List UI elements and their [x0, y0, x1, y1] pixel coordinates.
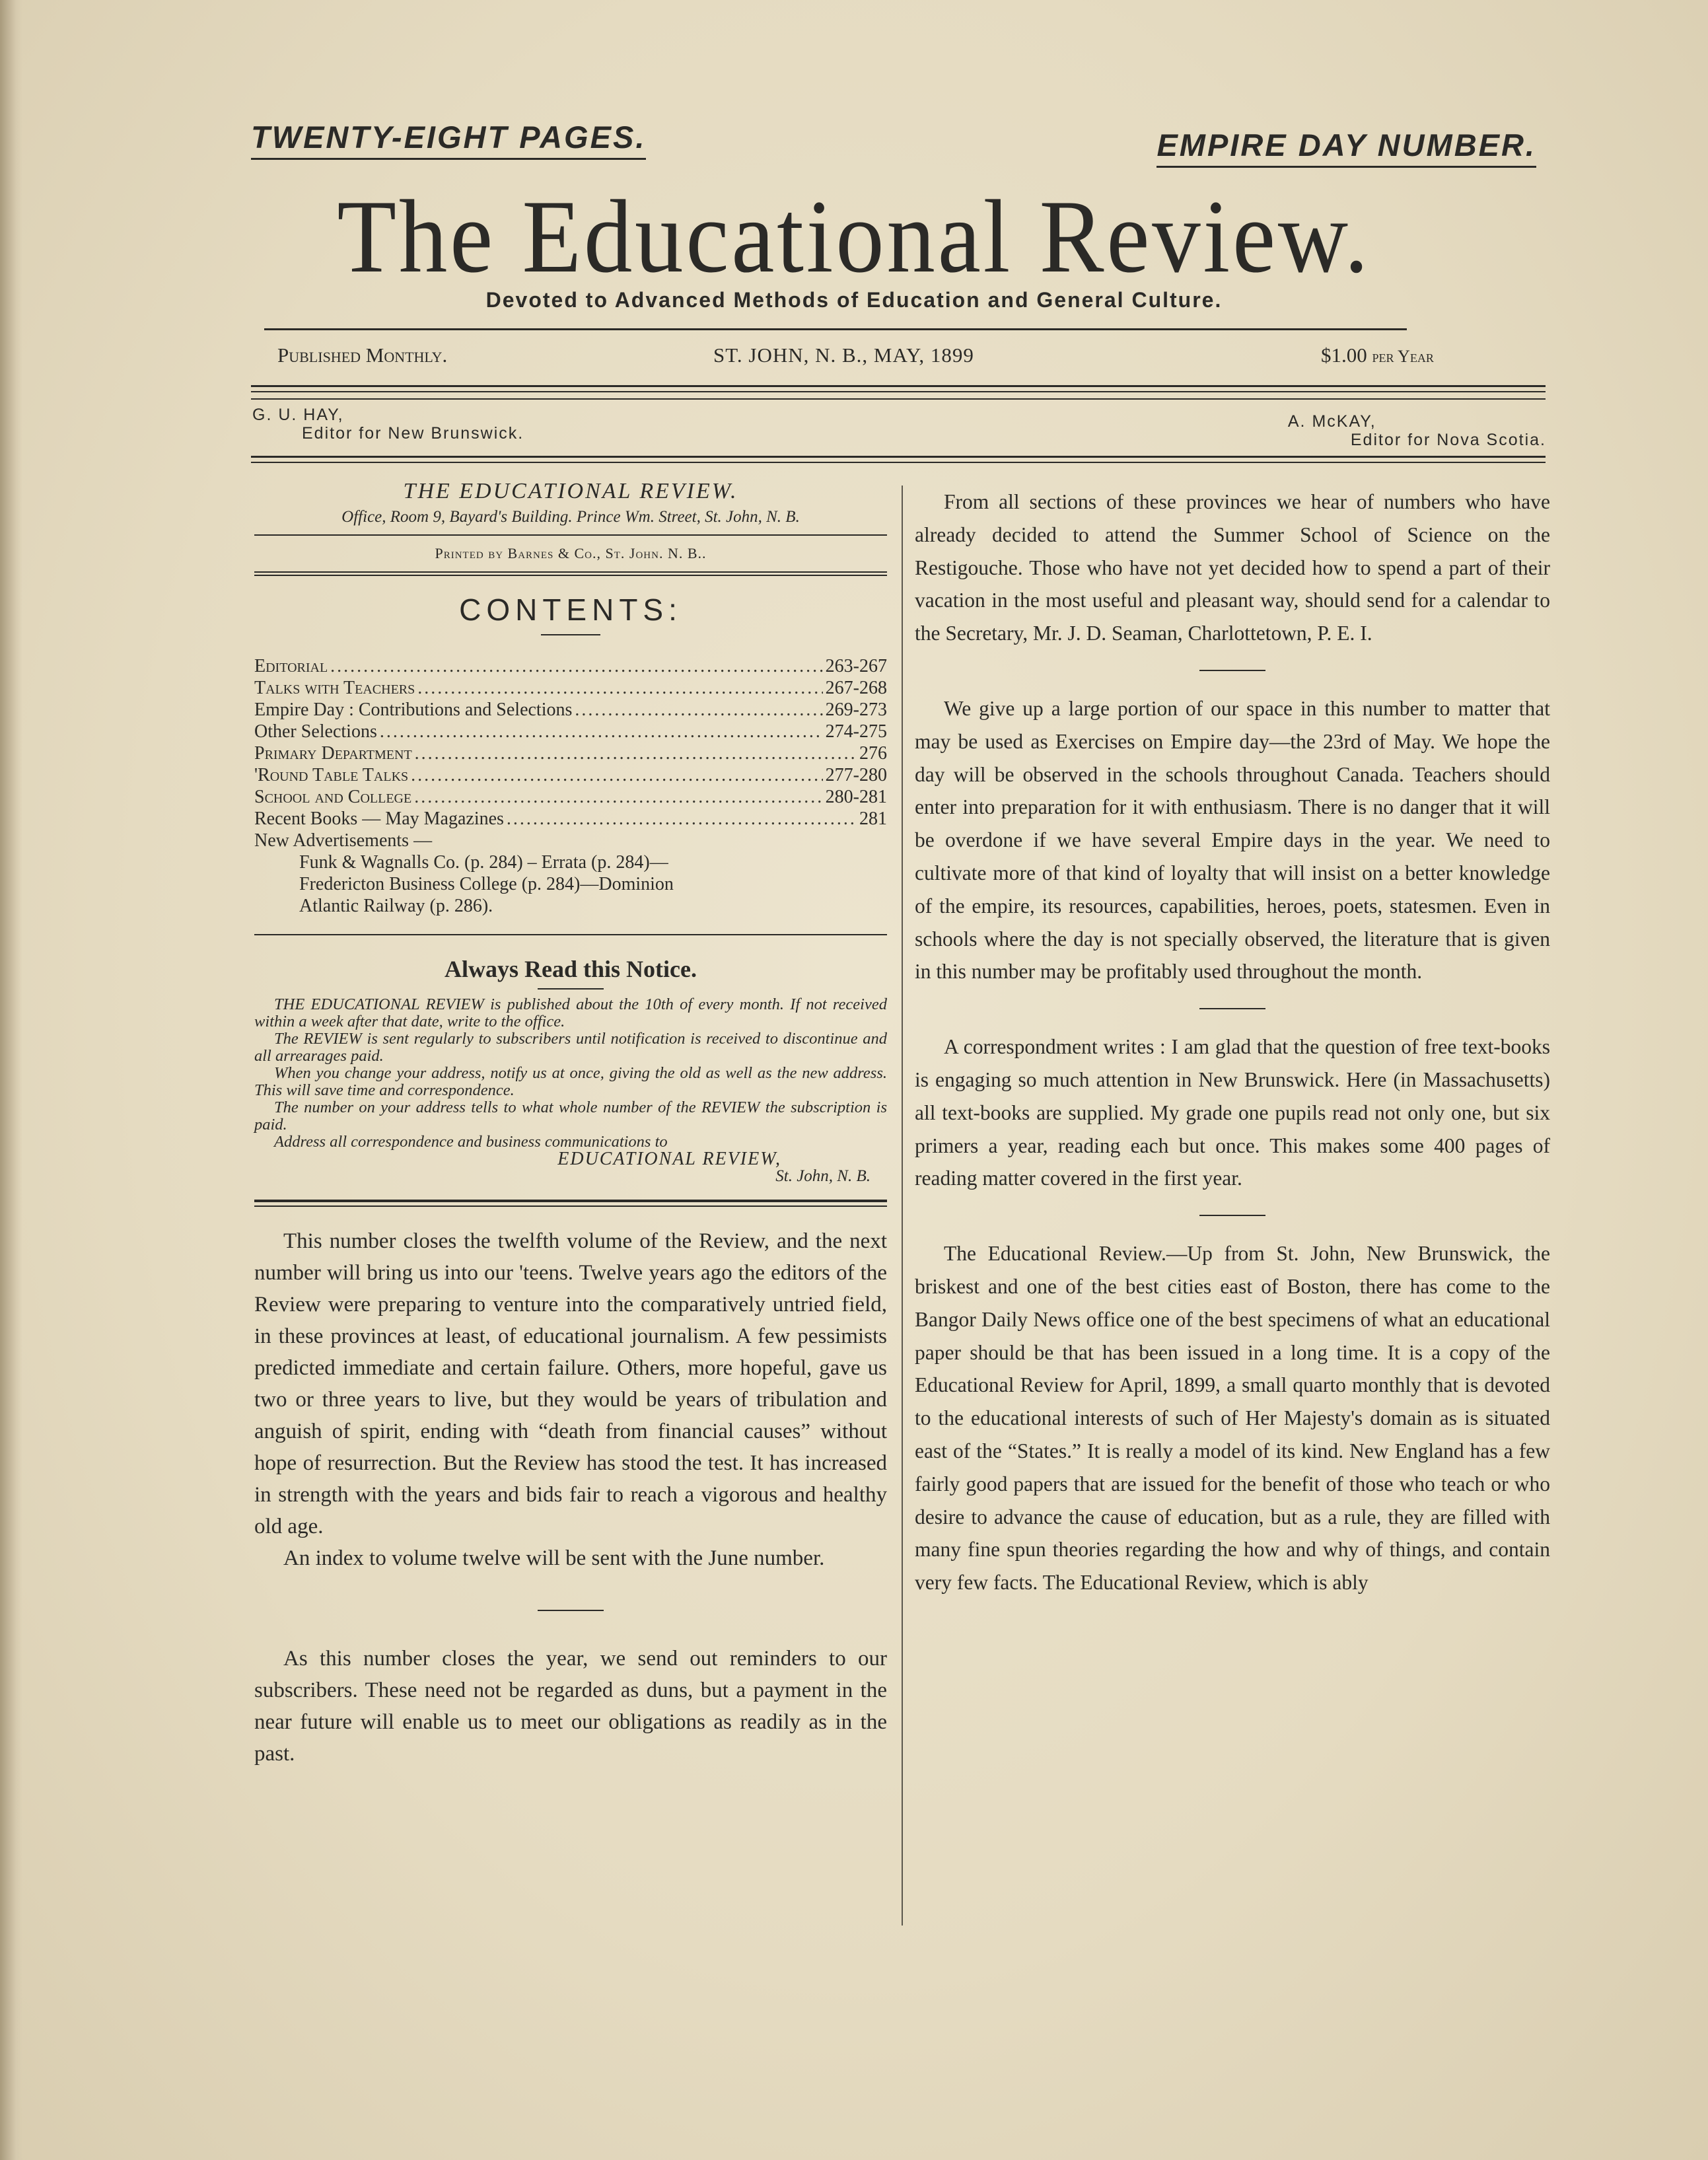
notice-end-rule-thick	[254, 1200, 887, 1202]
toc-dots	[507, 808, 857, 830]
contents-rule	[541, 634, 600, 635]
left-articles	[254, 1225, 887, 1770]
toc-dots	[414, 786, 822, 808]
notice-end-rule-thin	[254, 1206, 887, 1207]
page-spine	[0, 0, 22, 2160]
toc-row	[254, 786, 887, 808]
article-paragraph: An index to volume twelve will be sent with the June number.	[283, 1546, 825, 1570]
contents-list	[254, 655, 887, 917]
notice-address-name: EDUCATIONAL REVIEW,	[557, 1149, 781, 1169]
notice-paragraph: The REVIEW is sent regularly to subscribers until notification is received to discontinue and all arrearages paid.	[254, 1030, 887, 1065]
article-paragraph: As this number closes the year, we send out reminders to our subscribers. These need not be regarded as duns, but a payment in the near future will enable us to meet our obligations as readily as in the past.	[254, 1647, 887, 1766]
toc-dots	[380, 721, 823, 742]
toc-row	[254, 655, 887, 677]
toc-pages: 277-280	[825, 765, 887, 785]
toc-dots	[411, 764, 823, 786]
published-label: Published Monthly.	[277, 343, 448, 367]
price	[1321, 343, 1434, 367]
price-value: $1.00	[1321, 343, 1367, 367]
toc-pages: 281	[859, 809, 887, 829]
toc-dots	[575, 699, 822, 721]
toc-label: Editorial	[254, 656, 328, 676]
rule-3	[251, 398, 1546, 400]
toc-row	[254, 742, 887, 764]
new-ads-line: Fredericton Business College (p. 284)—Dominion	[299, 874, 674, 894]
pages-label: TWENTY-EIGHT PAGES.	[251, 119, 646, 160]
editor-left	[252, 406, 524, 443]
toc-pages: 274-275	[825, 721, 887, 742]
rule-5	[251, 462, 1546, 463]
notice-body	[254, 996, 887, 1185]
article-paragraph: From all sections of these provinces we hear of numbers who have already decided to attend the Summer School of Science on the Restigouche. Those who have not yet decided how to spend a part of their vacation in the most useful and pleasant way, should send for a calendar to the Secretary, Mr. J. D. Seaman, Charlottetown, P. E. I.	[915, 490, 1550, 645]
rule-1	[251, 385, 1546, 387]
contents-heading: CONTENTS:	[459, 593, 682, 627]
masthead-title: The Educational Review.	[337, 179, 1371, 295]
toc-row	[254, 699, 887, 721]
motto: Devoted to Advanced Methods of Education and General Culture.	[485, 288, 1223, 312]
toc-row	[254, 808, 887, 830]
right-column	[915, 486, 1550, 1599]
toc-label: School and College	[254, 787, 412, 807]
article-separator	[1199, 1215, 1265, 1216]
editor-right-role: Editor for Nova Scotia.	[1350, 431, 1546, 449]
toc-pages: 280-281	[825, 787, 887, 807]
editor-right	[1288, 412, 1546, 449]
toc-row	[254, 721, 887, 742]
toc-label: 'Round Table Talks	[254, 765, 409, 785]
article-separator	[1199, 1008, 1265, 1009]
toc-pages: 269-273	[825, 700, 887, 720]
rule-2	[251, 391, 1546, 392]
column-divider	[902, 486, 903, 1926]
publication-row	[277, 343, 1519, 377]
notice-paragraph: THE EDUCATIONAL REVIEW is published about the 10th of every month. If not received within a week after that date, write to the office.	[254, 995, 887, 1030]
place-date: ST. JOHN, N. B., MAY, 1899	[713, 343, 974, 367]
notice-paragraph: The number on your address tells to what whole number of the REVIEW the subscription is paid.	[254, 1098, 887, 1134]
article-paragraph: The Educational Review.—Up from St. John, New Brunswick, the briskest and one of the best cities east of Boston, there has come to the Bangor Daily News office one of the best specimens of what an educational paper should be that has been issued in a long time. It is a copy of the Educational Review for April, 1899, a small quarto monthly that is devoted to the educational interests of such of Her Majesty's domain as is situated east of the “States.” It is really a model of its kind. New England has a few fairly good papers that are issued for the benefit of those who teach or who desire to advance the cause of education, but as a rule, they are filled with many fine spun theories regarding the how and why of things, and contain very few facts. The Educational Review, which is ably	[915, 1242, 1550, 1595]
notice-heading: Always Read this Notice.	[445, 956, 697, 982]
toc-dots	[330, 655, 823, 677]
toc-dots	[415, 742, 857, 764]
article-separator	[1199, 670, 1265, 671]
editor-left-name: G. U. HAY,	[252, 406, 344, 424]
notice-paragraph: Address all correspondence and business communications to	[274, 1133, 668, 1151]
toc-pages: 276	[859, 743, 887, 764]
toc-label: Primary Department	[254, 743, 412, 764]
printer-rule	[254, 571, 887, 576]
toc-label: Talks with Teachers	[254, 678, 415, 698]
new-ads-line: Atlantic Railway (p. 286).	[299, 896, 493, 916]
contents-end-rule	[254, 934, 887, 935]
toc-row	[254, 677, 887, 699]
toc-label: Empire Day : Contributions and Selections	[254, 700, 573, 720]
issue-label: EMPIRE DAY NUMBER.	[1156, 127, 1536, 168]
left-column	[254, 479, 887, 1770]
notice-paragraph: When you change your address, notify us at once, giving the old as well as the new address. This will save time and correspondence.	[254, 1064, 887, 1099]
toc-row	[254, 764, 887, 786]
masthead-rule	[264, 328, 1407, 330]
office-rule	[254, 534, 887, 536]
article-paragraph: This number closes the twelfth volume of the Review, and the next number will bring us into our 'teens. Twelve years ago the editors of the Review were preparing to venture into the comparatively untried field, in these provinces at least, of educational journalism. A few pessimists predicted immediate and certain failure. Others, more hopeful, gave us two or three years to live, but they would be years of tribulation and anguish of spirit, ending with “death from financial causes” without hope of resurrection. But the Review has stood the test. It has increased in strength with the years and bids fair to reach a vigorous and healthy old age.	[254, 1229, 887, 1538]
right-articles	[915, 486, 1550, 1599]
office-title: THE EDUCATIONAL REVIEW.	[403, 479, 738, 503]
article-paragraph: A correspondment writes : I am glad that the question of free text-books is engaging so much attention in New Brunswick. Here (in Massachusetts) all text-books are supplied. My grade one pupils read not only one, but six primers a year, reading each but once. This makes some 400 pages of reading matter covered in the first year.	[915, 1035, 1550, 1190]
toc-label: Recent Books — May Magazines	[254, 809, 504, 829]
notice-address-place: St. John, N. B.	[775, 1167, 871, 1185]
article-paragraph: We give up a large portion of our space in this number to matter that may be used as Exercises on Empire day—the 23rd of May. We hope the day will be observed in the schools throughout Canada. Teachers should enter into preparation for it with enthusiasm. There is no danger that it will be overdone if we have several Empire days in the year. We need to cultivate more of that kind of loyalty that will insist on a better knowledge of the empire, its resources, capabilities, heroes, poets, statesmen. Even in schools where the day is not specially observed, the literature that is given in this number may be profitably used throughout the month.	[915, 696, 1550, 984]
toc-dots	[417, 677, 822, 699]
notice-rule	[538, 988, 604, 990]
new-ads-label: New Advertisements —	[254, 830, 433, 851]
toc-pages: 263-267	[825, 656, 887, 676]
price-suffix: per Year	[1372, 347, 1434, 366]
editor-left-role: Editor for New Brunswick.	[302, 424, 524, 443]
new-ads-line: Funk & Wagnalls Co. (p. 284) – Errata (p. 284)—	[299, 852, 668, 873]
office-address: Office, Room 9, Bayard's Building. Prince Wm. Street, St. John, N. B.	[341, 508, 800, 526]
printer-line: Printed by Barnes & Co., St. John. N. B..	[435, 545, 707, 561]
editor-right-name: A. McKAY,	[1287, 412, 1376, 431]
rule-4	[251, 456, 1546, 458]
article-separator	[538, 1610, 604, 1611]
toc-label: Other Selections	[254, 721, 377, 742]
toc-pages: 267-268	[825, 678, 887, 698]
